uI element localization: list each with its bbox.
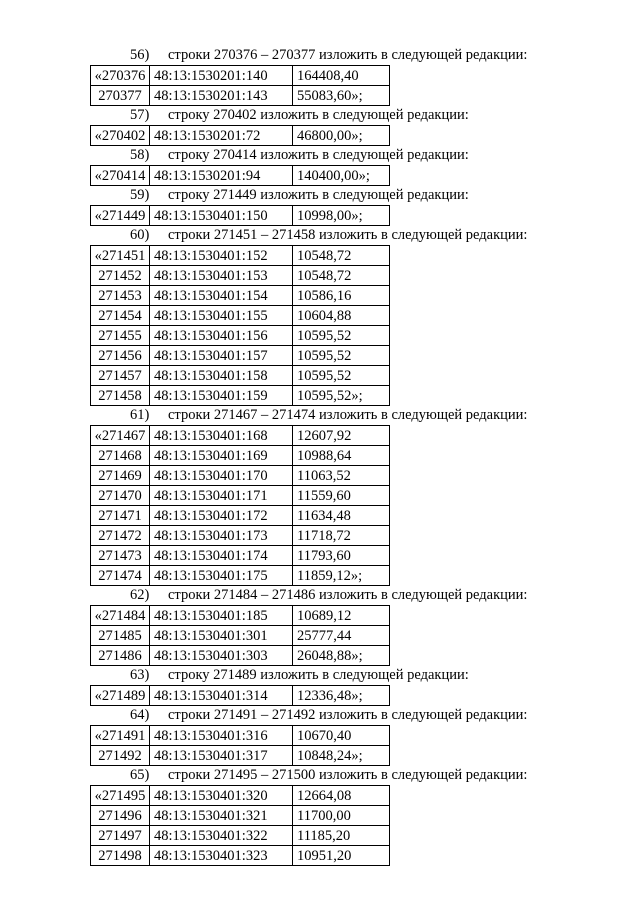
row-number-cell: «271484 [91, 606, 150, 626]
section-number: 57) [130, 107, 150, 123]
cadastral-number-cell: 48:13:1530401:314 [150, 686, 293, 706]
value-cell: 10604,88 [293, 306, 390, 326]
section-number: 58) [130, 147, 150, 163]
section-instruction: строки 271484 – 271486 изложить в следующей редакции: [168, 587, 528, 603]
cadastral-number-cell: 48:13:1530401:317 [150, 746, 293, 766]
value-cell: 11185,20 [293, 826, 390, 846]
table-row [91, 266, 390, 286]
row-number-cell: 271474 [91, 566, 150, 586]
section-instruction: строки 270376 – 270377 изложить в следующей редакции: [168, 47, 528, 63]
cadastral-number-cell: 48:13:1530201:140 [150, 66, 293, 86]
table-row [91, 686, 390, 706]
cadastral-number-cell: 48:13:1530401:157 [150, 346, 293, 366]
table-row [91, 306, 390, 326]
row-number-cell: 271473 [91, 546, 150, 566]
cadastral-number-cell: 48:13:1530401:303 [150, 646, 293, 666]
section-heading [0, 706, 640, 725]
row-number-cell: 271470 [91, 486, 150, 506]
section-heading [0, 766, 640, 785]
section-instruction: строки 271491 – 271492 изложить в следующей редакции: [168, 707, 528, 723]
cadastral-table [90, 605, 390, 666]
section-heading [0, 46, 640, 65]
section-number: 59) [130, 187, 150, 203]
value-cell: 12664,08 [293, 786, 390, 806]
cadastral-table [90, 725, 390, 766]
value-cell: 10548,72 [293, 246, 390, 266]
cadastral-number-cell: 48:13:1530401:150 [150, 206, 293, 226]
row-number-cell: 271492 [91, 746, 150, 766]
value-cell: 10670,40 [293, 726, 390, 746]
value-cell: 11718,72 [293, 526, 390, 546]
table-row [91, 346, 390, 366]
table-row [91, 446, 390, 466]
row-number-cell: «270402 [91, 126, 150, 146]
table-row [91, 426, 390, 446]
cadastral-number-cell: 48:13:1530401:154 [150, 286, 293, 306]
cadastral-table [90, 125, 390, 146]
row-number-cell: 271454 [91, 306, 150, 326]
value-cell: 11634,48 [293, 506, 390, 526]
cadastral-table [90, 65, 390, 106]
section-number: 65) [130, 767, 150, 783]
row-number-cell: 271456 [91, 346, 150, 366]
table-row [91, 646, 390, 666]
value-cell: 164408,40 [293, 66, 390, 86]
cadastral-number-cell: 48:13:1530201:143 [150, 86, 293, 106]
row-number-cell: «271467 [91, 426, 150, 446]
cadastral-table [90, 425, 390, 586]
row-number-cell: 271486 [91, 646, 150, 666]
table-row [91, 506, 390, 526]
table-row [91, 66, 390, 86]
cadastral-number-cell: 48:13:1530401:156 [150, 326, 293, 346]
section-number: 63) [130, 667, 150, 683]
row-number-cell: 271469 [91, 466, 150, 486]
value-cell: 10689,12 [293, 606, 390, 626]
row-number-cell: 270377 [91, 86, 150, 106]
value-cell: 11700,00 [293, 806, 390, 826]
section-number: 61) [130, 407, 150, 423]
cadastral-number-cell: 48:13:1530401:171 [150, 486, 293, 506]
table-row [91, 326, 390, 346]
section-instruction: строку 270414 изложить в следующей редакции: [168, 147, 469, 163]
table-row [91, 386, 390, 406]
row-number-cell: 271498 [91, 846, 150, 866]
table-row [91, 786, 390, 806]
value-cell: 12607,92 [293, 426, 390, 446]
row-number-cell: 271452 [91, 266, 150, 286]
row-number-cell: 271455 [91, 326, 150, 346]
value-cell: 10595,52 [293, 366, 390, 386]
table-row [91, 366, 390, 386]
cadastral-number-cell: 48:13:1530401:173 [150, 526, 293, 546]
row-number-cell: «270376 [91, 66, 150, 86]
value-cell: 12336,48»; [293, 686, 390, 706]
cadastral-number-cell: 48:13:1530401:322 [150, 826, 293, 846]
row-number-cell: «271451 [91, 246, 150, 266]
cadastral-number-cell: 48:13:1530401:323 [150, 846, 293, 866]
table-row [91, 826, 390, 846]
cadastral-number-cell: 48:13:1530401:316 [150, 726, 293, 746]
section-instruction: строки 271467 – 271474 изложить в следующей редакции: [168, 407, 528, 423]
cadastral-table [90, 165, 390, 186]
value-cell: 11559,60 [293, 486, 390, 506]
table-row [91, 726, 390, 746]
section-number: 60) [130, 227, 150, 243]
cadastral-number-cell: 48:13:1530401:153 [150, 266, 293, 286]
cadastral-number-cell: 48:13:1530201:94 [150, 166, 293, 186]
section-heading [0, 226, 640, 245]
value-cell: 11859,12»; [293, 566, 390, 586]
value-cell: 10595,52 [293, 326, 390, 346]
section-number: 64) [130, 707, 150, 723]
row-number-cell: «271489 [91, 686, 150, 706]
value-cell: 10951,20 [293, 846, 390, 866]
value-cell: 11793,60 [293, 546, 390, 566]
section-instruction: строки 271451 – 271458 изложить в следующей редакции: [168, 227, 528, 243]
row-number-cell: «271449 [91, 206, 150, 226]
cadastral-number-cell: 48:13:1530401:159 [150, 386, 293, 406]
section-heading [0, 586, 640, 605]
cadastral-number-cell: 48:13:1530401:175 [150, 566, 293, 586]
section-instruction: строку 271449 изложить в следующей редакции: [168, 187, 469, 203]
value-cell: 46800,00»; [293, 126, 390, 146]
row-number-cell: 271485 [91, 626, 150, 646]
cadastral-number-cell: 48:13:1530401:168 [150, 426, 293, 446]
value-cell: 10998,00»; [293, 206, 390, 226]
table-row [91, 286, 390, 306]
section-heading [0, 186, 640, 205]
cadastral-number-cell: 48:13:1530401:155 [150, 306, 293, 326]
table-row [91, 846, 390, 866]
cadastral-number-cell: 48:13:1530401:301 [150, 626, 293, 646]
value-cell: 11063,52 [293, 466, 390, 486]
cadastral-number-cell: 48:13:1530401:169 [150, 446, 293, 466]
cadastral-table [90, 245, 390, 406]
row-number-cell: 271453 [91, 286, 150, 306]
cadastral-number-cell: 48:13:1530401:320 [150, 786, 293, 806]
table-row [91, 746, 390, 766]
row-number-cell: «271491 [91, 726, 150, 746]
table-row [91, 466, 390, 486]
value-cell: 10595,52 [293, 346, 390, 366]
section-instruction: строку 270402 изложить в следующей редакции: [168, 107, 469, 123]
row-number-cell: 271458 [91, 386, 150, 406]
value-cell: 10848,24»; [293, 746, 390, 766]
section-instruction: строки 271495 – 271500 изложить в следующей редакции: [168, 767, 528, 783]
value-cell: 55083,60»; [293, 86, 390, 106]
table-row [91, 126, 390, 146]
section-heading [0, 146, 640, 165]
section-heading [0, 106, 640, 125]
row-number-cell: 271496 [91, 806, 150, 826]
cadastral-table [90, 785, 390, 866]
cadastral-number-cell: 48:13:1530401:152 [150, 246, 293, 266]
cadastral-number-cell: 48:13:1530201:72 [150, 126, 293, 146]
value-cell: 26048,88»; [293, 646, 390, 666]
section-number: 56) [130, 47, 150, 63]
section-heading [0, 666, 640, 685]
table-row [91, 566, 390, 586]
table-row [91, 606, 390, 626]
cadastral-number-cell: 48:13:1530401:321 [150, 806, 293, 826]
table-row [91, 546, 390, 566]
value-cell: 10548,72 [293, 266, 390, 286]
cadastral-number-cell: 48:13:1530401:170 [150, 466, 293, 486]
document-body [0, 46, 640, 866]
value-cell: 10595,52»; [293, 386, 390, 406]
row-number-cell: 271472 [91, 526, 150, 546]
table-row [91, 526, 390, 546]
cadastral-number-cell: 48:13:1530401:158 [150, 366, 293, 386]
row-number-cell: 271497 [91, 826, 150, 846]
table-row [91, 486, 390, 506]
table-row [91, 206, 390, 226]
section-number: 62) [130, 587, 150, 603]
table-row [91, 166, 390, 186]
row-number-cell: 271471 [91, 506, 150, 526]
section-heading [0, 406, 640, 425]
table-row [91, 626, 390, 646]
cadastral-table [90, 205, 390, 226]
cadastral-number-cell: 48:13:1530401:185 [150, 606, 293, 626]
cadastral-number-cell: 48:13:1530401:172 [150, 506, 293, 526]
value-cell: 25777,44 [293, 626, 390, 646]
cadastral-number-cell: 48:13:1530401:174 [150, 546, 293, 566]
table-row [91, 806, 390, 826]
row-number-cell: 271457 [91, 366, 150, 386]
cadastral-table [90, 685, 390, 706]
row-number-cell: 271468 [91, 446, 150, 466]
table-row [91, 246, 390, 266]
value-cell: 10586,16 [293, 286, 390, 306]
value-cell: 140400,00»; [293, 166, 390, 186]
row-number-cell: «271495 [91, 786, 150, 806]
table-row [91, 86, 390, 106]
value-cell: 10988,64 [293, 446, 390, 466]
section-instruction: строку 271489 изложить в следующей редакции: [168, 667, 469, 683]
row-number-cell: «270414 [91, 166, 150, 186]
